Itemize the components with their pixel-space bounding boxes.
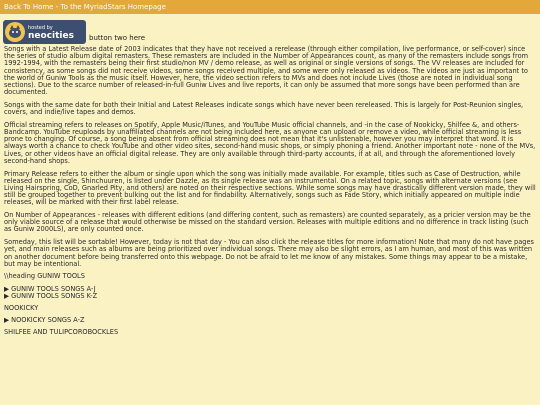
heading-nookicky: NOOKICKY xyxy=(4,303,39,312)
nookicky-list xyxy=(4,317,536,324)
heading-shilfee: SHILFEE AND TULIPCOROBOCKLES xyxy=(4,327,119,336)
paragraph-number-of-appearances: On Number of Appearances - releases with different editions (and differing content, such as remasters) are counted separately, as a pricier version may be the only viable source of a release that would otherwise be missed on the standard version. Releases with multiple editions and no difference in track listing (such as Guniw 2000LS), are only counted once. xyxy=(4,211,531,234)
guniw-tools-list xyxy=(4,286,536,300)
neocities-badge[interactable] xyxy=(3,20,86,44)
nookicky-songs-a-z-toggle[interactable]: ▶ NOOKICKY SONGS A-Z xyxy=(4,316,85,325)
heading-guniw-tools: \\heading GUNIW TOOLS xyxy=(4,272,85,281)
badge-neocities-text: neocities xyxy=(28,31,74,41)
badge-row xyxy=(0,14,540,44)
main-content xyxy=(0,44,540,336)
myriadstars-home-link[interactable]: To the MyriadStars Homepage xyxy=(60,3,166,11)
paragraph-official-streaming: Official streaming refers to releases on Spotify, Apple Music/iTunes, and YouTube Music official channels, and -in the case of Nookicky, Shilfee &, and others- Bandcamp. YouTube reuploads by unaffiliated channels are not being included here, as anyone can upload or remove a video, while official streaming is less prone to changing. Of course, a song being absent from official streaming does not mean that it's unlistenable, however you may interpret that word. It is always worth a chance to check YouTube and other video sites, second-hand music shops, or simply phoning a friend. Another important note - none of the MVs, Lives, or other videos have an official digital release. They are only available through third-party accounts, if at all, and through the aforementioned lovely second-hand shops. xyxy=(4,120,536,165)
guniw-songs-k-z-toggle[interactable]: ▶ GUNIW TOOLS SONGS K-Z xyxy=(4,292,98,301)
paragraph-primary-release: Primary Release refers to either the album or single upon which the song was initially made available. For example, titles such as Case of Destruction, while released on the single, Shinchuuren, is listed under Dazzle, as its single release was an instrumental. On a related topic, songs with alternate versions (see Living Hairspring, CoD, Gnarled Pity, and others) are noted on their respective sections. While some songs may have drastically different version made, they will still be grouped together to prevent bulking out the list and for findability. Alternatively, songs such as Fade Story, which initially appeared on multiple indie releases, will be marked with their first label release. xyxy=(4,169,536,207)
paragraph-sortable-note: Someday, this list will be sortable! However, today is not that day - You can also click the release titles for more information! Note that many do not have pages yet, and main releases such as albums are being prioritized over individual songs. There may also be slight errors, as I am human, and most of this was written on another document before being transferred onto this webpage. Do not be afraid to let me know of any mistakes. Some things may appear to be a mistake, but may be intentional. xyxy=(4,238,534,268)
button-two[interactable]: button two here xyxy=(89,33,146,42)
back-home-link[interactable]: Back To Home xyxy=(4,3,54,11)
neocities-cat-icon xyxy=(5,22,25,42)
guniw-songs-a-j-toggle[interactable]: ▶ GUNIW TOOLS SONGS A-J xyxy=(4,285,96,294)
paragraph-latest-release: Songs with a Latest Release date of 2003 indicates that they have not received a rerelease (through either compilation, live performance, or self-cover) since the series of studio album digital remasters. These remasters are included in the Number of Appearances count, as many of the remasters include songs from 1992-1994, with the remasters being their first studio/non MV / demo release, as well as original or single versions of songs. The VV releases are included for consistency, as some songs did not receive videos, some songs received multiple, and some were only released as videos. The videos are just as important to the world of Guniw Tools as the music itself. However, here, the video section refers to MVs and does not include Lives (those are noted in individual song sections). Due to the scarce number of released-in-full Guniw Lives and live reports, it can only be assumed that more songs have been performed than are documented. xyxy=(4,45,529,97)
badge-hosted-text: hosted by xyxy=(28,25,53,31)
nav-separator: - xyxy=(53,3,61,11)
paragraph-same-date: Songs with the same date for both their Initial and Latest Releases indicate songs which have never been rereleased. This is largely for Post-Reunion singles, covers, and indie/live tapes and demos. xyxy=(4,100,524,117)
top-nav-bar xyxy=(0,0,540,14)
